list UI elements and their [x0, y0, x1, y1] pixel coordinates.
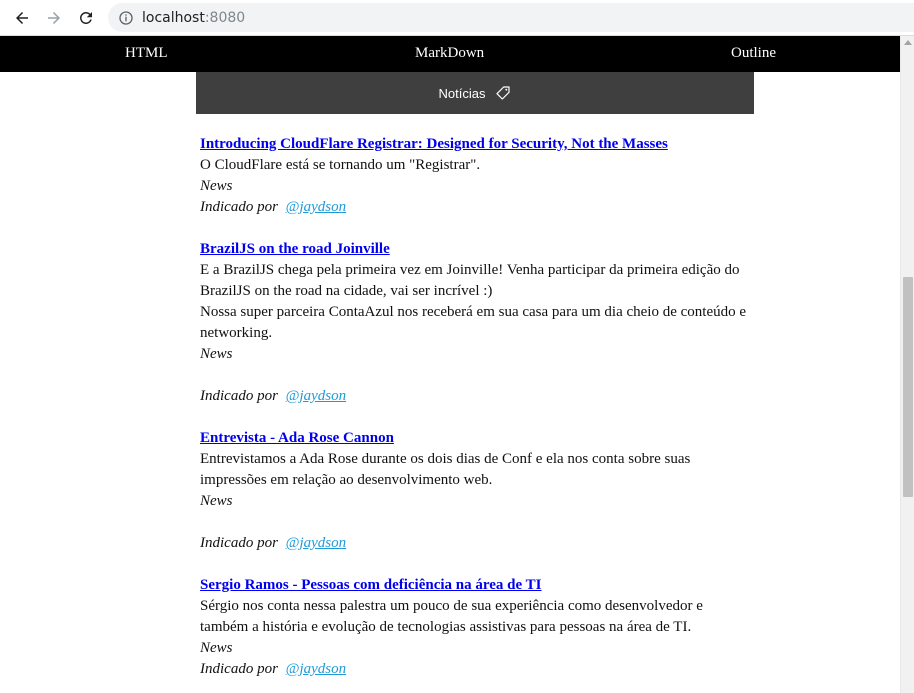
article-description: Sérgio nos conta nessa palestra um pouco de sua experiência como desenvolvedor e também a história e evolução de tecnologias assistivas para pessoas na área de TI. — [200, 598, 703, 635]
article-description: E a BrazilJS chega pela primeira vez em Joinville! Venha participar da primeira edição do BrazilJS on the road na cidade, vai ser incrível :) — [200, 262, 740, 299]
info-icon[interactable] — [118, 10, 134, 26]
browser-toolbar — [0, 0, 914, 36]
spacer — [200, 365, 748, 386]
address-bar[interactable] — [108, 3, 914, 32]
author-link[interactable]: @jaydson — [285, 535, 347, 551]
reload-icon[interactable] — [72, 4, 100, 32]
article-title-link[interactable]: Introducing CloudFlare Registrar: Designed for Security, Not the Masses — [200, 136, 668, 152]
nav-outline-link[interactable]: Outline — [731, 45, 776, 61]
author-link[interactable]: @jaydson — [285, 388, 347, 404]
article-item — [200, 575, 748, 680]
article-recommended-by: Indicado por @jaydson — [200, 661, 347, 677]
article-description: O CloudFlare está se tornando um "Registrar". — [200, 157, 481, 173]
author-link[interactable]: @jaydson — [285, 199, 347, 215]
scrollbar-thumb[interactable] — [903, 277, 913, 497]
tag-icon — [495, 85, 511, 101]
forward-arrow-icon[interactable] — [40, 4, 68, 32]
article-category: News — [200, 346, 233, 362]
url-text[interactable]: localhost:8080 — [142, 9, 246, 26]
article-title-link[interactable]: Sergio Ramos - Pessoas com deficiência na área de TI — [200, 577, 542, 593]
section-title: Notícias — [438, 85, 486, 101]
article-item — [200, 239, 748, 407]
article-category: News — [200, 493, 233, 509]
article-recommended-by: Indicado por @jaydson — [200, 199, 347, 215]
article-category: News — [200, 640, 233, 656]
article-description: Nossa super parceira ContaAzul nos receberá em sua casa para um dia cheio de conteúdo e networking. — [200, 304, 747, 341]
author-link[interactable]: @jaydson — [285, 661, 347, 677]
article-category: News — [200, 178, 233, 194]
spacer — [200, 512, 748, 533]
page-scrollbar[interactable] — [900, 36, 914, 693]
top-navigation — [0, 36, 900, 72]
back-arrow-icon[interactable] — [8, 4, 36, 32]
article-recommended-by: Indicado por @jaydson — [200, 388, 347, 404]
article-list — [200, 134, 748, 693]
article-item — [200, 134, 748, 218]
nav-html-link[interactable]: HTML — [125, 45, 168, 61]
article-recommended-by: Indicado por @jaydson — [200, 535, 347, 551]
article-title-link[interactable]: Entrevista - Ada Rose Cannon — [200, 430, 394, 446]
article-title-link[interactable]: BrazilJS on the road Joinville — [200, 241, 390, 257]
scroll-up-arrow-icon[interactable] — [904, 40, 912, 45]
article-item — [200, 428, 748, 554]
article-description: Entrevistamos a Ada Rose durante os dois dias de Conf e ela nos conta sobre suas impressões em relação ao desenvolvimento web. — [200, 451, 691, 488]
nav-markdown-link[interactable]: MarkDown — [415, 45, 485, 61]
section-header — [196, 72, 754, 114]
